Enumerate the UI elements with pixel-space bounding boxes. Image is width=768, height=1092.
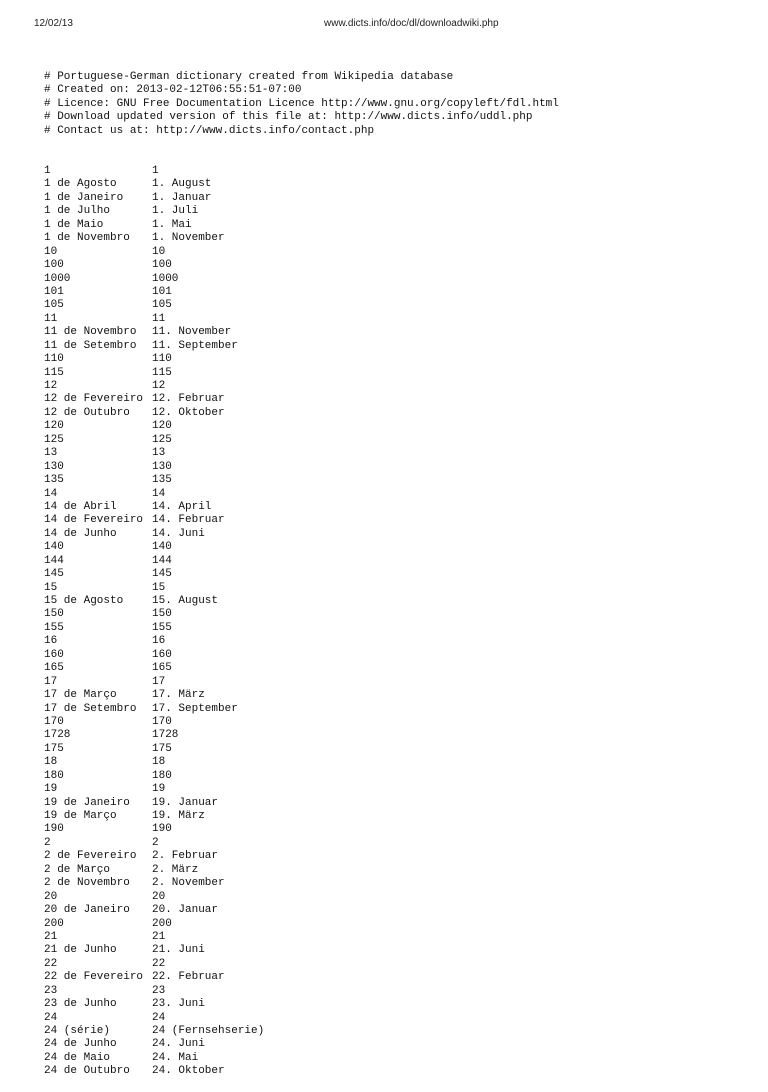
german-translation: 19. März: [152, 810, 205, 822]
entry-row: [44, 770, 744, 783]
german-translation: 24: [152, 1011, 166, 1024]
entry-row: [44, 326, 744, 339]
entry-row: [44, 273, 744, 286]
entry-row: [44, 1012, 744, 1025]
portuguese-term: 1 de Agosto: [44, 178, 117, 191]
german-translation: 135: [152, 474, 172, 487]
portuguese-term: 24 de Junho: [44, 1038, 117, 1051]
portuguese-term: 2 de Novembro: [44, 877, 130, 890]
comment-block: [44, 71, 744, 138]
german-translation: 2. November: [152, 877, 225, 890]
entry-row: [44, 514, 744, 527]
portuguese-term: 2 de Março: [44, 863, 111, 876]
german-translation: 2. Februar: [152, 850, 219, 863]
portuguese-term: 1 de Maio: [44, 218, 104, 231]
entry-row: [44, 797, 744, 810]
portuguese-term: 140: [44, 541, 64, 554]
entry-row: [44, 178, 744, 191]
entry-row: [44, 1052, 744, 1065]
entry-row: [44, 635, 744, 648]
german-translation: 1000: [152, 272, 179, 285]
portuguese-term: 1 de Novembro: [44, 232, 130, 245]
portuguese-term: 14 de Junho: [44, 527, 117, 540]
portuguese-term: 115: [44, 366, 64, 379]
entry-row: [44, 299, 744, 312]
entry-row: [44, 622, 744, 635]
portuguese-term: 17 de Março: [44, 689, 117, 702]
entry-row: [44, 488, 744, 501]
portuguese-term: 17 de Setembro: [44, 702, 137, 715]
german-translation: 19: [152, 783, 166, 796]
german-translation: 22. Februar: [152, 971, 225, 984]
portuguese-term: 23 de Junho: [44, 998, 117, 1011]
entry-row: [44, 165, 744, 178]
portuguese-term: 180: [44, 769, 64, 782]
entry-row: [44, 823, 744, 836]
portuguese-term: 100: [44, 259, 64, 272]
german-translation: 11. September: [152, 339, 238, 352]
portuguese-term: 110: [44, 353, 64, 366]
portuguese-term: 17: [44, 675, 58, 688]
portuguese-term: 125: [44, 433, 64, 446]
print-header: [0, 18, 768, 32]
german-translation: 130: [152, 460, 172, 473]
entry-row: [44, 434, 744, 447]
entry-row: [44, 340, 744, 353]
entry-row: [44, 595, 744, 608]
entry-row: [44, 420, 744, 433]
german-translation: 13: [152, 447, 166, 460]
german-translation: 101: [152, 285, 172, 298]
portuguese-term: 22 de Fevereiro: [44, 971, 144, 984]
german-translation: 115: [152, 366, 172, 379]
portuguese-term: 1000: [44, 272, 71, 285]
comment-line: # Download updated version of this file at: http://www.dicts.info/uddl.php: [44, 111, 533, 124]
entry-row: [44, 649, 744, 662]
german-translation: 20. Januar: [152, 904, 219, 917]
portuguese-term: 2 de Fevereiro: [44, 850, 137, 863]
entry-row: [44, 810, 744, 823]
entry-row: [44, 219, 744, 232]
german-translation: 1. Januar: [152, 191, 212, 204]
entry-row: [44, 958, 744, 971]
german-translation: 1. November: [152, 232, 225, 245]
german-translation: 190: [152, 823, 172, 836]
german-translation: 12. Oktober: [152, 406, 225, 419]
entry-row: [44, 676, 744, 689]
german-translation: 1. Mai: [152, 218, 192, 231]
entry-list: [44, 165, 744, 1079]
german-translation: 22: [152, 957, 166, 970]
german-translation: 15. August: [152, 595, 219, 607]
portuguese-term: 170: [44, 715, 64, 728]
entry-row: [44, 393, 744, 406]
entry-row: [44, 192, 744, 205]
entry-row: [44, 864, 744, 877]
german-translation: 24 (Fernsehserie): [152, 1025, 265, 1037]
portuguese-term: 21: [44, 930, 58, 943]
entry-row: [44, 501, 744, 514]
portuguese-term: 150: [44, 608, 64, 621]
entry-row: [44, 689, 744, 702]
comment-line: # Contact us at: http://www.dicts.info/contact.php: [44, 124, 375, 137]
german-translation: 17. September: [152, 702, 238, 715]
portuguese-term: 1 de Julho: [44, 205, 111, 218]
print-url: www.dicts.info/doc/dl/downloadwiki.php: [324, 18, 499, 29]
print-date: 12/02/13: [34, 18, 73, 29]
entry-row: [44, 461, 744, 474]
german-translation: 16: [152, 635, 166, 648]
german-translation: 1: [152, 165, 159, 177]
german-translation: 180: [152, 769, 172, 782]
portuguese-term: 16: [44, 635, 58, 648]
entry-row: [44, 985, 744, 998]
comment-line: # Created on: 2013-02-12T06:55:51-07:00: [44, 84, 302, 97]
german-translation: 24. Mai: [152, 1051, 199, 1064]
german-translation: 110: [152, 353, 172, 366]
german-translation: 12. Februar: [152, 393, 225, 406]
entry-row: [44, 971, 744, 984]
german-translation: 17. März: [152, 689, 205, 702]
entry-row: [44, 837, 744, 850]
dictionary-content: [44, 44, 744, 1092]
comment-line: # Portuguese-German dictionary created from Wikipedia database: [44, 70, 454, 83]
german-translation: 120: [152, 420, 172, 433]
portuguese-term: 11 de Setembro: [44, 339, 137, 352]
german-translation: 11: [152, 312, 166, 325]
german-translation: 14. Juni: [152, 527, 205, 540]
portuguese-term: 155: [44, 621, 64, 634]
entry-row: [44, 286, 744, 299]
german-translation: 14. April: [152, 500, 212, 513]
portuguese-term: 130: [44, 460, 64, 473]
entry-row: [44, 1025, 744, 1038]
portuguese-term: 101: [44, 285, 64, 298]
portuguese-term: 190: [44, 823, 64, 836]
entry-row: [44, 528, 744, 541]
entry-row: [44, 891, 744, 904]
entry-row: [44, 850, 744, 863]
entry-row: [44, 783, 744, 796]
entry-row: [44, 756, 744, 769]
entry-row: [44, 918, 744, 931]
portuguese-term: 23: [44, 984, 58, 997]
portuguese-term: 200: [44, 917, 64, 930]
german-translation: 155: [152, 621, 172, 634]
portuguese-term: 20: [44, 890, 58, 903]
entry-row: [44, 259, 744, 272]
portuguese-term: 1: [44, 165, 51, 177]
german-translation: 160: [152, 648, 172, 661]
entry-row: [44, 232, 744, 245]
entry-row: [44, 555, 744, 568]
portuguese-term: 1728: [44, 729, 71, 742]
entry-row: [44, 729, 744, 742]
portuguese-term: 18: [44, 756, 58, 769]
german-translation: 105: [152, 299, 172, 312]
portuguese-term: 21 de Junho: [44, 944, 117, 957]
portuguese-term: 165: [44, 662, 64, 675]
entry-row: [44, 877, 744, 890]
entry-row: [44, 608, 744, 621]
german-translation: 17: [152, 675, 166, 688]
portuguese-term: 11: [44, 312, 58, 325]
german-translation: 23. Juni: [152, 998, 205, 1011]
portuguese-term: 22: [44, 957, 58, 970]
entry-row: [44, 998, 744, 1011]
portuguese-term: 120: [44, 420, 64, 433]
entry-row: [44, 474, 744, 487]
portuguese-term: 12: [44, 380, 58, 392]
portuguese-term: 105: [44, 299, 64, 312]
german-translation: 1728: [152, 729, 179, 742]
german-translation: 14: [152, 487, 166, 500]
german-translation: 170: [152, 715, 172, 728]
german-translation: 2. März: [152, 863, 199, 876]
portuguese-term: 19 de Março: [44, 810, 117, 822]
portuguese-term: 12 de Outubro: [44, 406, 130, 419]
entry-row: [44, 407, 744, 420]
german-translation: 24. Oktober: [152, 1065, 225, 1078]
german-translation: 24. Juni: [152, 1038, 205, 1051]
entry-row: [44, 904, 744, 917]
entry-row: [44, 447, 744, 460]
portuguese-term: 14: [44, 487, 58, 500]
entry-row: [44, 353, 744, 366]
portuguese-term: 145: [44, 568, 64, 581]
portuguese-term: 19 de Janeiro: [44, 796, 130, 809]
portuguese-term: 20 de Janeiro: [44, 904, 130, 917]
german-translation: 12: [152, 380, 166, 392]
portuguese-term: 14 de Abril: [44, 500, 117, 513]
entry-row: [44, 541, 744, 554]
portuguese-term: 175: [44, 742, 64, 755]
german-translation: 14. Februar: [152, 514, 225, 527]
german-translation: 200: [152, 917, 172, 930]
german-translation: 1. Juli: [152, 205, 199, 218]
portuguese-term: 135: [44, 474, 64, 487]
german-translation: 175: [152, 742, 172, 755]
german-translation: 15: [152, 581, 166, 594]
german-translation: 165: [152, 662, 172, 675]
german-translation: 144: [152, 554, 172, 567]
portuguese-term: 13: [44, 447, 58, 460]
portuguese-term: 144: [44, 554, 64, 567]
german-translation: 140: [152, 541, 172, 554]
entry-row: [44, 313, 744, 326]
german-translation: 19. Januar: [152, 796, 219, 809]
portuguese-term: 1 de Janeiro: [44, 191, 124, 204]
portuguese-term: 2: [44, 836, 51, 849]
german-translation: 150: [152, 608, 172, 621]
entry-row: [44, 568, 744, 581]
german-translation: 23: [152, 984, 166, 997]
entry-row: [44, 662, 744, 675]
entry-row: [44, 703, 744, 716]
german-translation: 11. November: [152, 326, 232, 339]
portuguese-term: 24 de Outubro: [44, 1065, 130, 1078]
german-translation: 21. Juni: [152, 944, 205, 957]
german-translation: 2: [152, 836, 159, 849]
portuguese-term: 24 (série): [44, 1025, 111, 1037]
german-translation: 1. August: [152, 178, 212, 191]
portuguese-term: 12 de Fevereiro: [44, 393, 144, 406]
portuguese-term: 15 de Agosto: [44, 595, 124, 607]
portuguese-term: 14 de Fevereiro: [44, 514, 144, 527]
portuguese-term: 10: [44, 245, 58, 258]
portuguese-term: 160: [44, 648, 64, 661]
entry-row: [44, 716, 744, 729]
entry-row: [44, 1038, 744, 1051]
portuguese-term: 11 de Novembro: [44, 326, 137, 339]
german-translation: 125: [152, 433, 172, 446]
entry-row: [44, 1065, 744, 1078]
entry-row: [44, 931, 744, 944]
entry-row: [44, 743, 744, 756]
german-translation: 10: [152, 245, 166, 258]
entry-row: [44, 380, 744, 393]
portuguese-term: 19: [44, 783, 58, 796]
entry-row: [44, 205, 744, 218]
german-translation: 18: [152, 756, 166, 769]
comment-line: # Licence: GNU Free Documentation Licence http://www.gnu.org/copyleft/fdl.html: [44, 97, 559, 110]
entry-row: [44, 367, 744, 380]
portuguese-term: 24 de Maio: [44, 1051, 111, 1064]
entry-row: [44, 246, 744, 259]
entry-row: [44, 944, 744, 957]
german-translation: 100: [152, 259, 172, 272]
portuguese-term: 24: [44, 1011, 58, 1024]
german-translation: 20: [152, 890, 166, 903]
german-translation: 21: [152, 930, 166, 943]
german-translation: 145: [152, 568, 172, 581]
entry-row: [44, 582, 744, 595]
portuguese-term: 15: [44, 581, 58, 594]
